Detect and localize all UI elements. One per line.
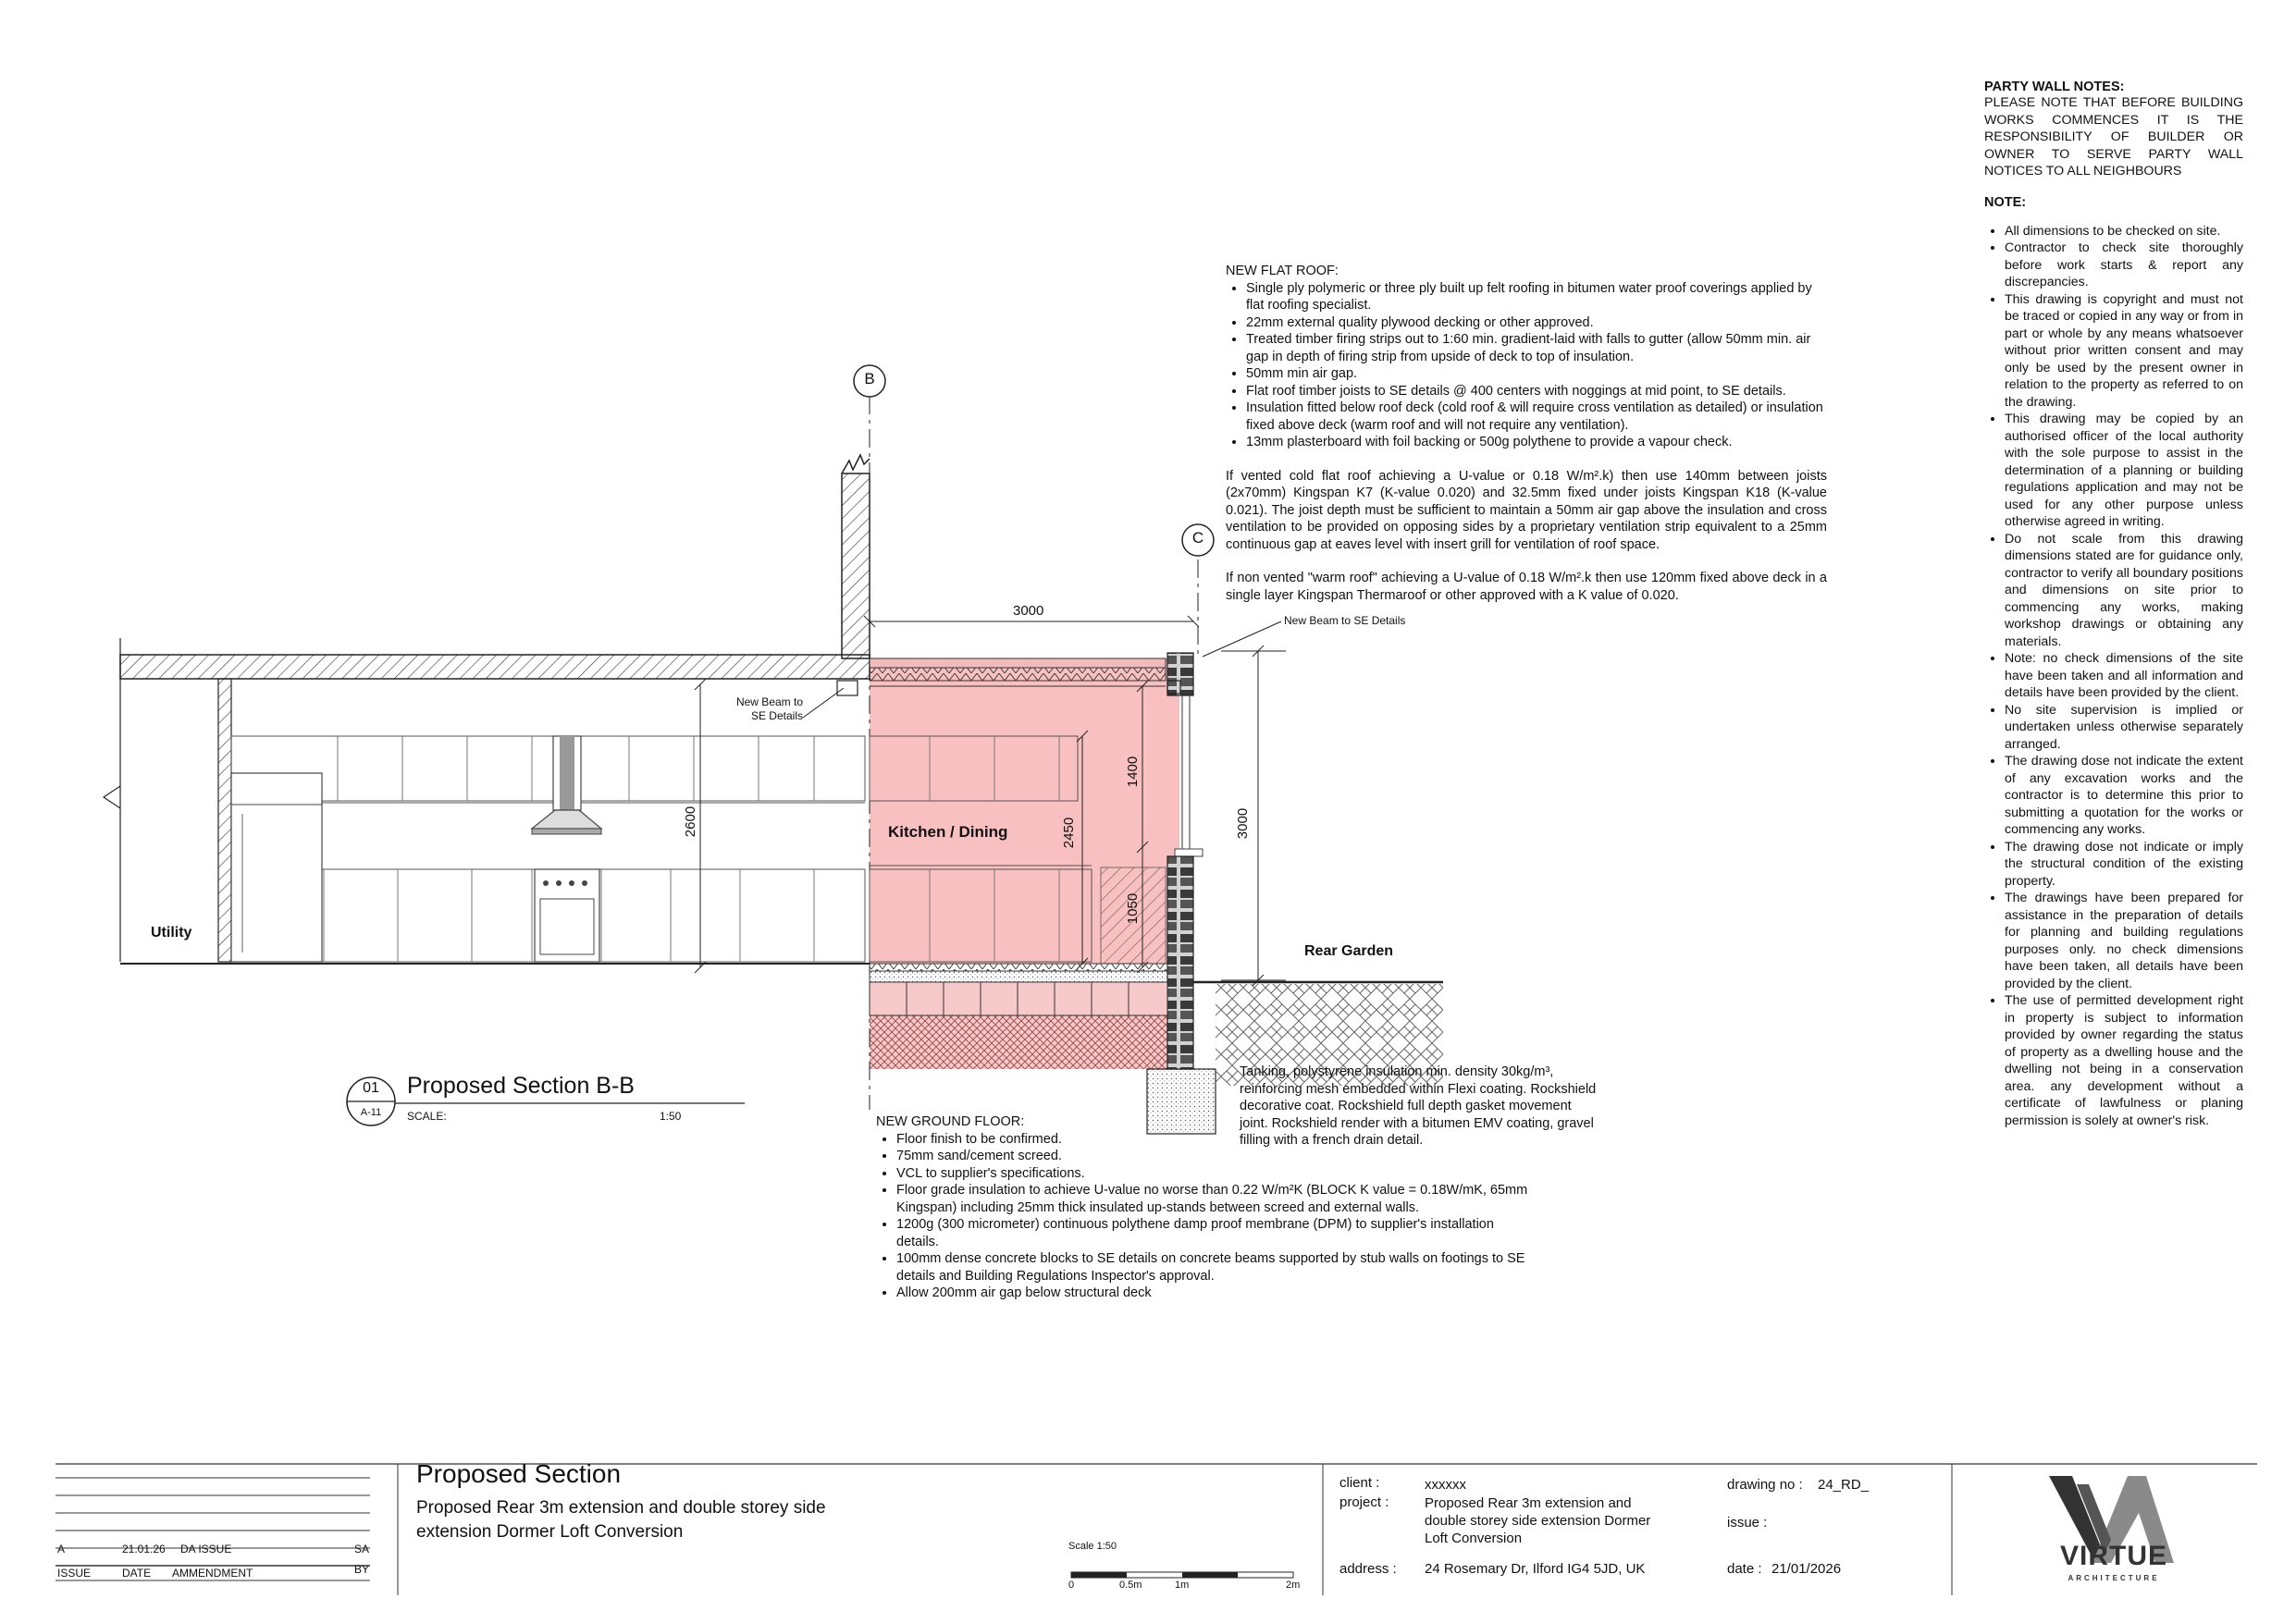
note-title: NOTE:: [1984, 194, 2027, 210]
upper-wall: [842, 473, 870, 658]
section-title: Proposed Section B-B: [407, 1073, 635, 1099]
list-item: • 22mm external quality plywood decking or other approved.: [1246, 314, 1827, 332]
drawing-subtitle-2: extension Dormer Loft Conversion: [416, 1522, 684, 1542]
section-tag-sheet: A-11: [360, 1107, 382, 1118]
date-label: date :: [1727, 1561, 1762, 1577]
client-label: client :: [1339, 1475, 1380, 1491]
list-item: • 50mm min air gap.: [1246, 365, 1827, 383]
issue-label: issue :: [1727, 1515, 1768, 1531]
grid-label-b: B: [864, 370, 875, 387]
client-value: xxxxxx: [1425, 1477, 1466, 1493]
dim-1400: 1400: [1125, 756, 1142, 788]
roof-notes-para-1: If vented cold flat roof achieving a U-value or 0.18 W/m².k) then use 140mm between joists (2x70mm) Kingspan K7 (K-value 0.020) and 32.5mm fixed under joists Kingspan K18 (K-value 0.021). The joist depth must be sufficient to maintain a 50mm air gap above the insulation and cross ventilation to be provided on opposing sides by a proprietary ventilation strip equivalent to a 25mm continuous gap at eaves level with insert grill for ventilation of roof space.: [1226, 468, 1827, 552]
list-item: • VCL to supplier's specifications.: [896, 1165, 1533, 1183]
list-item: • Floor finish to be confirmed.: [896, 1131, 1533, 1149]
list-item: • Allow 200mm air gap below structural deck: [896, 1285, 1533, 1302]
revision-issue: A: [57, 1543, 66, 1555]
list-item: • Single ply polymeric or three ply built up felt roofing in bitumen water proof coverings applied by flat roofing specialist.: [1246, 280, 1827, 314]
list-item: • Treated timber firing strips out to 1:60 min. gradient-laid with falls to gutter (allow 50mm min. air gap in depth of firing strip from upside of deck to top of insulation.: [1246, 331, 1827, 365]
grid-label-c: C: [1191, 529, 1204, 547]
ground-notes-heading: NEW GROUND FLOOR:: [876, 1114, 1025, 1129]
project-value: Proposed Rear 3m extension and double storey side extension Dormer Loft Conversion: [1425, 1495, 1651, 1546]
header-issue: ISSUE: [57, 1567, 92, 1580]
list-item: • This drawing is copyright and must not be traced or copied in any way or from in part or whole by any means whatsoever without prior written consent and may only be used by the present owner in relation to the property as referred to on the drawing.: [2005, 291, 2243, 412]
list-item: • Note: no check dimensions of the site have been taken and all information and details have been provided by the client.: [2005, 650, 2243, 702]
revision-date: 21.01.26: [122, 1543, 166, 1555]
drawing-no-label: drawing no :: [1727, 1477, 1803, 1493]
note-list: [1984, 223, 2243, 1130]
tanking-note: Tanking, polystyrene insulation min. density 30kg/m³, reinforcing mesh embedded within Flexi coating. Rockshield decorative coat. Rockshield full depth gasket movement joint. Rockshield render with a bitumen EMV coating, gravel filling with a french drain detail.: [1240, 1064, 1597, 1148]
dim-2450: 2450: [1061, 817, 1078, 849]
logo-text: VIRTUE: [2059, 1541, 2167, 1571]
list-item: • Insulation fitted below roof deck (cold roof & will require cross ventilation as detailed) or insulation fixed above deck (warm roof and will not require any ventilation).: [1246, 400, 1827, 434]
header-date: DATE: [122, 1567, 152, 1580]
party-wall-text: PLEASE NOTE THAT BEFORE BUILDING WORKS COMMENCES IT IS THE RESPONSIBILITY OF BUILDER OR OWNER TO SERVE PARTY WALL NOTICES TO ALL NEIGHBOURS: [1984, 95, 2243, 178]
beam-label-right: New Beam to SE Details: [1284, 614, 1406, 627]
ground-notes: [876, 1113, 1533, 1302]
list-item: • 13mm plasterboard with foil backing or 500g polythene to provide a vapour check.: [1246, 434, 1827, 451]
list-item: • 100mm dense concrete blocks to SE details on concrete beams supported by stub walls on footings to SE details and Building Regulations Inspector's approval.: [896, 1250, 1533, 1285]
revision-by: SA: [354, 1543, 370, 1555]
scale-tick: 1m: [1175, 1580, 1190, 1591]
drawing-no-value: 24_RD_: [1818, 1477, 1870, 1493]
roof-notes-para-2: If non vented "warm roof" achieving a U-value of 0.18 W/m².k then use 120mm fixed above deck in a single layer Kingspan Thermaroof or other approved with a K value of 0.020.: [1226, 571, 1827, 603]
list-item: • Contractor to check site thoroughly before work starts & report any discrepancies.: [2005, 240, 2243, 291]
list-item: • This drawing may be copied by an authorised officer of the local authority with the sole purpose to assist in the determination of a planning or building regulations application and may not be used for any other purpose unless otherwise agreed in writing.: [2005, 411, 2243, 531]
section-scale-label: SCALE:: [407, 1110, 447, 1123]
logo-subtext: ARCHITECTURE: [2068, 1574, 2160, 1582]
fridge: [231, 773, 322, 962]
room-label-kitchen: Kitchen / Dining: [888, 823, 1008, 841]
dim-width: 3000: [1013, 603, 1044, 619]
list-item: • The drawing dose not indicate the extent of any excavation works and the contractor is to determine this prior to submitting a quotation for the works or commencing any works.: [2005, 753, 2243, 839]
list-item: • Do not scale from this drawing dimensions stated are for guidance only, contractor to verify all boundary positions and dimensions on site prior to commencing any works, making workshop drawings or obtaining any materials.: [2005, 531, 2243, 651]
list-item: • 1200g (300 micrometer) continuous polythene damp proof membrane (DPM) to supplier's installation details.: [896, 1216, 1533, 1250]
scale-tick: 0.5m: [1119, 1580, 1142, 1591]
date-value: 21/01/2026: [1771, 1561, 1842, 1577]
room-label-utility: Utility: [151, 925, 192, 941]
dim-height-room: 2600: [683, 805, 699, 838]
scale-tick: 2m: [1286, 1580, 1301, 1591]
drawing-subtitle-1: Proposed Rear 3m extension and double storey side: [416, 1498, 826, 1518]
list-item: • The drawings have been prepared for assistance in the preparation of details for planning and building regulations purposes only. no check dimensions have been taken, all details have been provided by the client.: [2005, 890, 2243, 992]
address-value: 24 Rosemary Dr, Ilford IG4 5JD, UK: [1425, 1561, 1646, 1577]
header-by: BY: [354, 1563, 370, 1576]
beam-label-left: New Beam to SE Details: [735, 695, 803, 722]
room-label-garden: Rear Garden: [1304, 943, 1394, 959]
roof-notes: [1226, 263, 1827, 604]
dim-1050: 1050: [1125, 892, 1142, 925]
scale-bar-label: Scale 1:50: [1068, 1541, 1117, 1552]
list-item: • The drawing dose not indicate or imply the structural condition of the existing property.: [2005, 839, 2243, 891]
list-item: • Flat roof timber joists to SE details @ 400 centers with noggings at mid point, to SE details.: [1246, 383, 1827, 400]
roof-notes-list: [1226, 280, 1827, 451]
section-scale-value: 1:50: [660, 1110, 682, 1123]
list-item: • 75mm sand/cement screed.: [896, 1148, 1533, 1165]
list-item: • The use of permitted development right in property is subject to information provided by owner regarding the status of property as a dwelling house and the dwelling not being in a conservation area. any development without a certificate of lawfulness or planing permission is solely at owner's risk.: [2005, 992, 2243, 1129]
drawing-title: Proposed Section: [416, 1459, 622, 1488]
project-label: project :: [1339, 1494, 1389, 1510]
list-item: • All dimensions to be checked on site.: [2005, 223, 2243, 240]
section-tag-number: 01: [363, 1080, 379, 1096]
extension-wall: [1167, 856, 1193, 1069]
roof-notes-heading: NEW FLAT ROOF:: [1226, 264, 1339, 278]
revision-amendment: DA ISSUE: [180, 1543, 232, 1555]
ground-notes-list: [876, 1131, 1533, 1302]
list-item: • No site supervision is implied or undertaken unless otherwise separately arranged.: [2005, 702, 2243, 754]
scale-bar: [1071, 1572, 1293, 1578]
dim-height-ext: 3000: [1235, 807, 1252, 840]
party-wall-notes: [1984, 80, 2243, 1129]
header-amendment: AMMENDMENT: [172, 1567, 253, 1580]
party-wall-title: PARTY WALL NOTES:: [1984, 80, 2125, 94]
list-item: • Floor grade insulation to achieve U-value no worse than 0.22 W/m²K (BLOCK K value = 0.18W/mK, 65mm Kingspan) including 25mm thick insulated up-stands between screed and external walls.: [896, 1182, 1533, 1216]
existing-roof-slab: [120, 655, 870, 679]
scale-tick: 0: [1068, 1580, 1075, 1591]
address-label: address :: [1339, 1561, 1397, 1577]
